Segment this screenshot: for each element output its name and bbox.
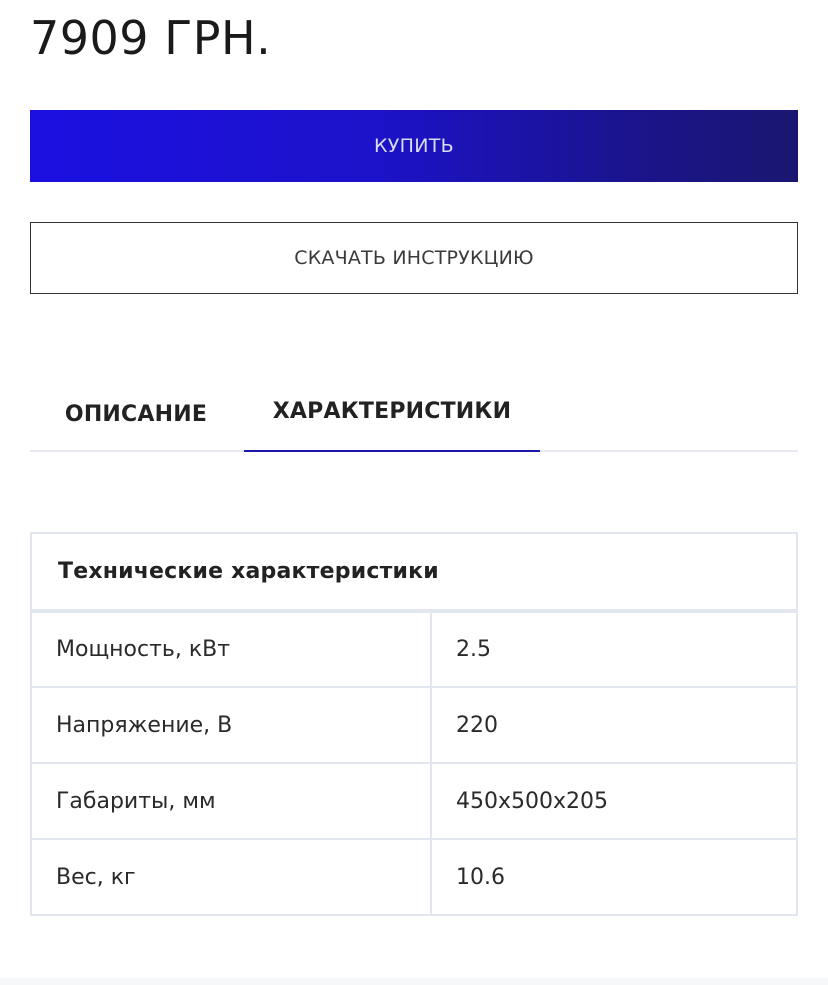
spec-name: Габариты, мм [31,763,431,839]
specs-table [30,532,798,916]
table-row [31,763,797,839]
spec-name: Напряжение, В [31,687,431,763]
tab-characteristics[interactable]: ХАРАКТЕРИСТИКИ [244,372,540,452]
spec-value: 2.5 [431,611,797,687]
spec-value: 220 [431,687,797,763]
tab-description[interactable]: ОПИСАНИЕ [64,401,208,427]
table-row [31,611,797,687]
spec-name: Мощность, кВт [31,611,431,687]
spec-value: 10.6 [431,839,797,915]
buy-button[interactable]: КУПИТЬ [30,110,798,182]
spec-value: 450x500x205 [431,763,797,839]
table-row [31,839,797,915]
product-tabs [30,372,798,452]
specs-table-header-row [31,533,797,611]
spec-name: Вес, кг [31,839,431,915]
product-price: 7909 ГРН. [30,11,272,65]
specs-table-title: Технические характеристики [31,533,797,611]
table-row [31,687,797,763]
page-bottom-divider [0,978,828,985]
download-instructions-button[interactable]: СКАЧАТЬ ИНСТРУКЦИЮ [30,222,798,294]
